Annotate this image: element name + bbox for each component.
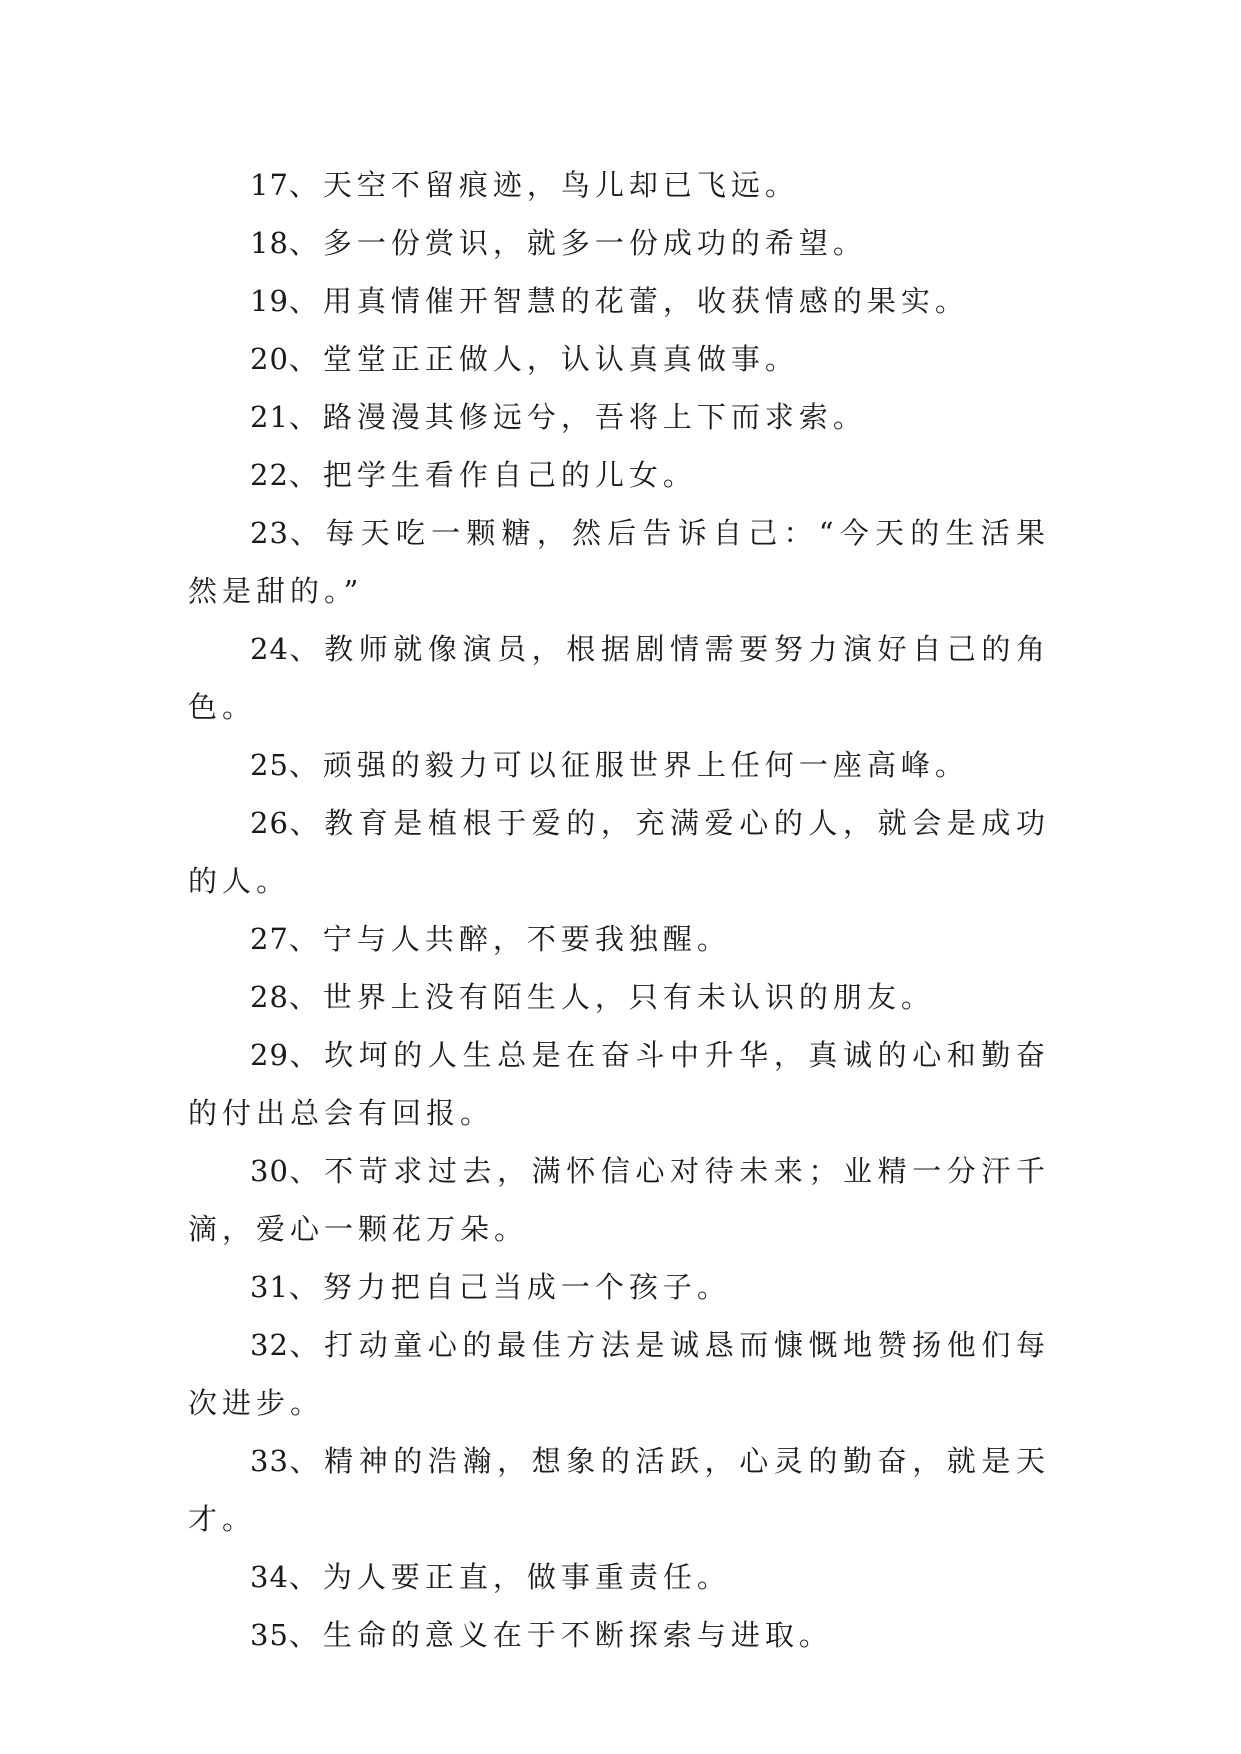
quote-number: 31 bbox=[250, 1270, 289, 1304]
quote-item bbox=[188, 214, 1050, 272]
quote-item bbox=[188, 910, 1050, 968]
quote-number: 20 bbox=[250, 342, 289, 376]
quote-item bbox=[188, 1142, 1050, 1258]
quote-item bbox=[188, 388, 1050, 446]
quote-text: 、教育是植根于爱的，充满爱心的人，就会是成功的人。 bbox=[188, 806, 1050, 898]
quote-text: 、路漫漫其修远兮，吾将上下而求索。 bbox=[288, 400, 867, 434]
quote-number: 21 bbox=[250, 400, 289, 434]
quote-number: 28 bbox=[250, 980, 289, 1014]
quote-item bbox=[188, 156, 1050, 214]
quote-number: 23 bbox=[250, 516, 289, 550]
quote-text: 、顽强的毅力可以征服世界上任何一座高峰。 bbox=[288, 748, 969, 782]
quote-number: 25 bbox=[250, 748, 289, 782]
quote-number: 18 bbox=[250, 226, 289, 260]
quote-number: 30 bbox=[250, 1154, 289, 1188]
quote-item bbox=[188, 446, 1050, 504]
quote-number: 35 bbox=[250, 1618, 289, 1652]
quote-text: 、坎坷的人生总是在奋斗中升华，真诚的心和勤奋的付出总会有回报。 bbox=[188, 1038, 1050, 1130]
quote-item bbox=[188, 1548, 1050, 1606]
quote-text: 、把学生看作自己的儿女。 bbox=[288, 458, 697, 492]
quote-number: 19 bbox=[250, 284, 289, 318]
quote-item bbox=[188, 794, 1050, 910]
quote-number: 33 bbox=[250, 1444, 289, 1478]
quote-text: 、用真情催开智慧的花蕾，收获情感的果实。 bbox=[288, 284, 969, 318]
quote-item bbox=[188, 620, 1050, 736]
quote-text: 、努力把自己当成一个孩子。 bbox=[288, 1270, 731, 1304]
quote-item bbox=[188, 968, 1050, 1026]
quote-text: 、宁与人共醉，不要我独醒。 bbox=[288, 922, 731, 956]
quote-number: 29 bbox=[250, 1038, 289, 1072]
quote-number: 34 bbox=[250, 1560, 289, 1594]
quote-text: 、不苛求过去，满怀信心对待未来；业精一分汗千滴，爱心一颗花万朵。 bbox=[188, 1154, 1050, 1246]
quote-item bbox=[188, 1026, 1050, 1142]
quote-number: 22 bbox=[250, 458, 289, 492]
quote-number: 26 bbox=[250, 806, 289, 840]
quote-item bbox=[188, 330, 1050, 388]
quote-list bbox=[188, 156, 1050, 1664]
quote-text: 、每天吃一颗糖，然后告诉自己：“今天的生活果然是甜的。” bbox=[188, 516, 1050, 608]
quote-number: 24 bbox=[250, 632, 289, 666]
quote-text: 、精神的浩瀚，想象的活跃，心灵的勤奋，就是天才。 bbox=[188, 1444, 1050, 1536]
quote-text: 、生命的意义在于不断探索与进取。 bbox=[288, 1618, 833, 1652]
quote-item bbox=[188, 272, 1050, 330]
quote-item bbox=[188, 1258, 1050, 1316]
quote-number: 27 bbox=[250, 922, 289, 956]
quote-number: 17 bbox=[250, 168, 289, 202]
quote-number: 32 bbox=[250, 1328, 289, 1362]
quote-item bbox=[188, 1606, 1050, 1664]
quote-item bbox=[188, 1316, 1050, 1432]
quote-text: 、打动童心的最佳方法是诚恳而慷慨地赞扬他们每次进步。 bbox=[188, 1328, 1050, 1420]
quote-text: 、天空不留痕迹，鸟儿却已飞远。 bbox=[288, 168, 799, 202]
quote-text: 、堂堂正正做人，认认真真做事。 bbox=[288, 342, 799, 376]
quote-text: 、教师就像演员，根据剧情需要努力演好自己的角色。 bbox=[188, 632, 1050, 724]
quote-item bbox=[188, 504, 1050, 620]
quote-text: 、为人要正直，做事重责任。 bbox=[288, 1560, 731, 1594]
quote-item bbox=[188, 1432, 1050, 1548]
quote-text: 、多一份赏识，就多一份成功的希望。 bbox=[288, 226, 867, 260]
quote-text: 、世界上没有陌生人，只有未认识的朋友。 bbox=[288, 980, 935, 1014]
quote-item bbox=[188, 736, 1050, 794]
